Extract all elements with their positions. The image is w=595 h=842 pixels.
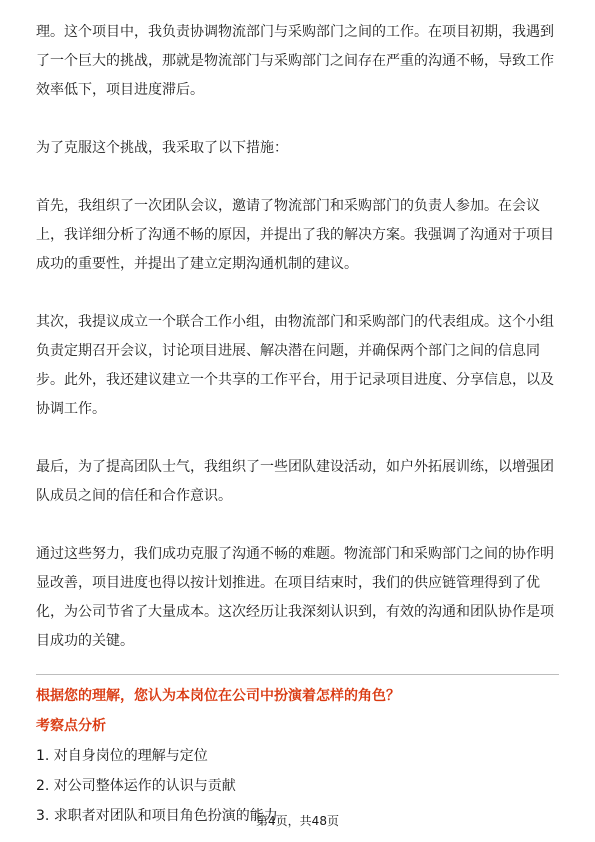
question-heading: 根据您的理解，您认为本岗位在公司中扮演着怎样的角色？ bbox=[36, 688, 400, 704]
body-paragraph-4: 其次，我提议成立一个联合工作小组，由物流部门和采购部门的代表组成。这个小组负责定期召开会议，讨论项目进展、解决潜在问题，并确保两个部门之间的信息同步。此外，我还建议建立一个共享的工作平台，用于记录项目进度、分享信息，以及协调工作。 bbox=[36, 314, 554, 417]
analysis-item: 3. 求职者对团队和项目角色扮演的能力 bbox=[36, 808, 278, 824]
section-divider bbox=[36, 674, 559, 675]
analysis-item: 1. 对自身岗位的理解与定位 bbox=[36, 748, 208, 764]
body-paragraph-6: 通过这些努力，我们成功克服了沟通不畅的难题。物流部门和采购部门之间的协作明显改善，项目进度也得以按计划推进。在项目结束时，我们的供应链管理得到了优化，为公司节省了大量成本。这次经历让我深刻认识到，有效的沟通和团队协作是项目成功的关键。 bbox=[36, 546, 554, 649]
analysis-title: 考察点分析 bbox=[36, 718, 106, 734]
page-number-footer: 第4页，共48页 bbox=[256, 814, 339, 828]
paragraph-gap bbox=[36, 279, 559, 308]
body-paragraph-5: 最后，为了提高团队士气，我组织了一些团队建设活动，如户外拓展训练，以增强团队成员之间的信任和合作意识。 bbox=[36, 459, 554, 504]
analysis-item: 2. 对公司整体运作的认识与贡献 bbox=[36, 778, 236, 794]
body-paragraph-1: 理。这个项目中，我负责协调物流部门与采购部门之间的工作。在项目初期，我遇到了一个巨大的挑战，那就是物流部门与采购部门之间存在严重的沟通不畅，导致工作效率低下，项目进度滞后。 bbox=[36, 24, 554, 98]
paragraph-gap bbox=[36, 424, 559, 453]
page-content bbox=[36, 18, 559, 831]
body-paragraph-3: 首先，我组织了一次团队会议，邀请了物流部门和采购部门的负责人参加。在会议上，我详细分析了沟通不畅的原因，并提出了我的解决方案。我强调了沟通对于项目成功的重要性，并提出了建立定期沟通机制的建议。 bbox=[36, 198, 554, 272]
body-paragraph-2: 为了克服这个挑战，我采取了以下措施： bbox=[36, 140, 288, 156]
paragraph-gap bbox=[36, 105, 559, 134]
paragraph-gap bbox=[36, 163, 559, 192]
paragraph-gap bbox=[36, 511, 559, 540]
